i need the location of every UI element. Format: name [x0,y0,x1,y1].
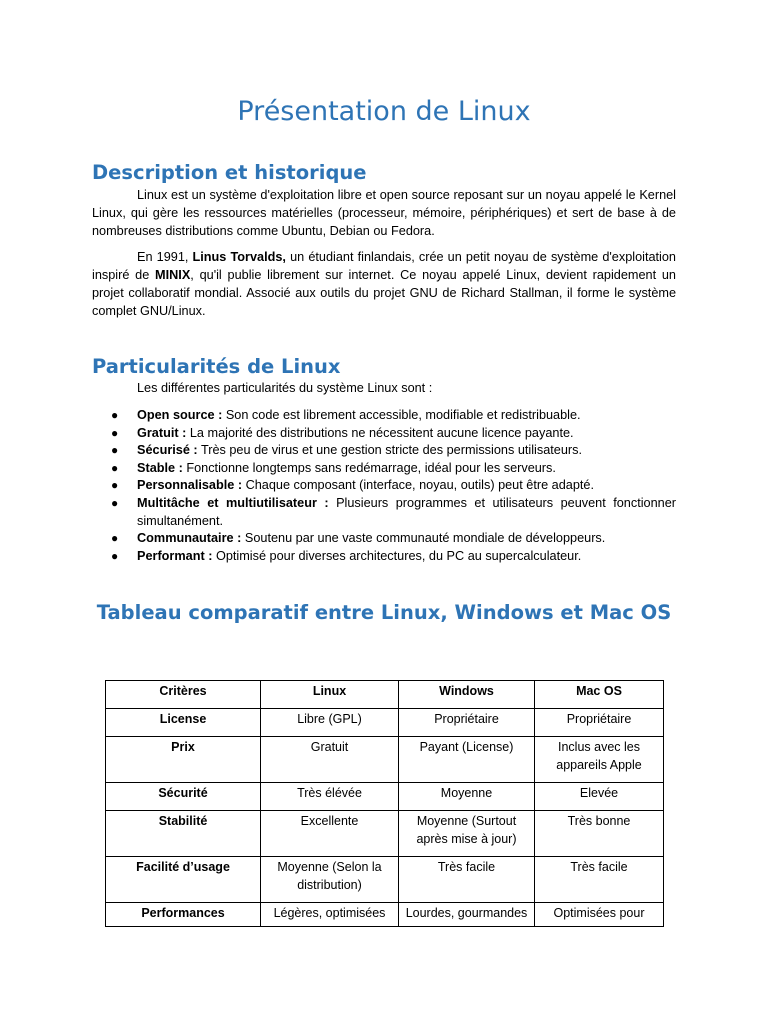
list-item [111,442,676,460]
table-cell: Inclus avec les appareils Apple [535,737,664,783]
bullet-icon: ● [111,478,119,493]
feature-description: La majorité des distributions ne nécessitent aucune licence payante. [186,425,574,440]
feature-description: Fonctionne longtemps sans redémarrage, idéal pour les serveurs. [182,460,556,475]
table-cell: Très bonne [535,811,664,857]
history-text-mid: un étudiant finlandais, crée un petit noyau de système d'exploitation inspiré de [92,250,676,282]
table-cell: Très facile [399,857,535,903]
table-cell: Très élévée [261,783,399,811]
table-cell: Payant (License) [399,737,535,783]
row-criterion: Prix [106,737,261,783]
table-cell: Libre (GPL) [261,709,399,737]
table-cell: Propriétaire [535,709,664,737]
table-cell: Très facile [535,857,664,903]
row-criterion: Stabilité [106,811,261,857]
document-title: Présentation de Linux [237,96,531,127]
table-row [106,903,664,927]
features-list [111,407,676,565]
bullet-icon: ● [111,495,119,510]
feature-description: Chaque composant (interface, noyau, outils) peut être adapté. [242,478,595,493]
table-cell: Légères, optimisées [261,903,399,927]
table-cell: Moyenne [399,783,535,811]
table-header-row [106,681,664,709]
list-item [111,425,676,443]
history-name-torvalds: Linus Torvalds, [192,250,286,264]
feature-description: Plusieurs programmes et utilisateurs peuvent fonctionner simultanément. [137,495,676,528]
list-item [111,530,676,548]
section-heading-features: Particularités de Linux [92,355,341,378]
table-cell: Lourdes, gourmandes [399,903,535,927]
section-heading-description: Description et historique [92,161,367,184]
row-criterion: Sécurité [106,783,261,811]
list-item [111,495,676,530]
table-row [106,709,664,737]
table-cell: Excellente [261,811,399,857]
row-criterion: License [106,709,261,737]
bullet-icon: ● [111,531,119,546]
history-name-minix: MINIX [155,268,191,282]
bullet-icon: ● [111,460,119,475]
paragraph-definition-text: Linux est un système d'exploitation libre et open source reposant sur un noyau appelé le Kernel Linux, qui gère les ressources matérielles (processeur, mémoire, périphériques) et sert de base à de nombreuses distributions comme Ubuntu, Debian ou Fedora. [92,188,676,238]
table-cell: Moyenne (Selon la distribution) [261,857,399,903]
bullet-icon: ● [111,548,119,563]
list-item [111,407,676,425]
feature-description: Très peu de virus et une gestion stricte des permissions utilisateurs. [197,443,582,458]
feature-term: Performant : [137,548,213,563]
features-intro: Les différentes particularités du système Linux sont : [137,381,433,395]
history-text-start: En 1991, [137,250,193,264]
bullet-icon: ● [111,408,119,422]
bullet-icon: ● [111,443,119,458]
bullet-icon: ● [111,425,119,440]
feature-term: Sécurisé : [137,443,198,458]
table-cell: Moyenne (Surtout après mise à jour) [399,811,535,857]
paragraph-definition [92,186,676,240]
table-row [106,811,664,857]
list-item [111,548,676,566]
column-header: Windows [399,681,535,709]
list-item [111,460,676,478]
paragraph-history [92,248,676,320]
feature-term: Open source : [137,408,223,422]
table-row [106,737,664,783]
feature-term: Gratuit : [137,425,187,440]
table-cell: Elevée [535,783,664,811]
column-header: Critères [106,681,261,709]
row-criterion: Facilité d’usage [106,857,261,903]
table-cell: Optimisées pour [535,903,664,927]
section-heading-comparison: Tableau comparatif entre Linux, Windows et Mac OS [96,601,672,624]
feature-term: Multitâche et multiutilisateur : [137,495,329,510]
table-row [106,857,664,903]
column-header: Mac OS [535,681,664,709]
history-text-end: , qu'il publie librement sur internet. Ce noyau appelé Linux, devient rapidement un projet collaboratif mondial. Associé aux outils du projet GNU de Richard Stallman, il forme le système complet GNU/Linux. [92,268,676,318]
comparison-table [105,680,664,927]
feature-term: Communautaire : [137,531,242,546]
feature-description: Optimisé pour diverses architectures, du PC au supercalculateur. [212,548,582,563]
feature-description: Son code est librement accessible, modifiable et redistribuable. [222,408,581,422]
list-item [111,477,676,495]
table-cell: Propriétaire [399,709,535,737]
row-criterion: Performances [106,903,261,927]
feature-description: Soutenu par une vaste communauté mondiale de développeurs. [241,531,606,546]
column-header: Linux [261,681,399,709]
table-row [106,783,664,811]
table-cell: Gratuit [261,737,399,783]
feature-term: Personnalisable : [137,478,243,493]
feature-term: Stable : [137,460,183,475]
